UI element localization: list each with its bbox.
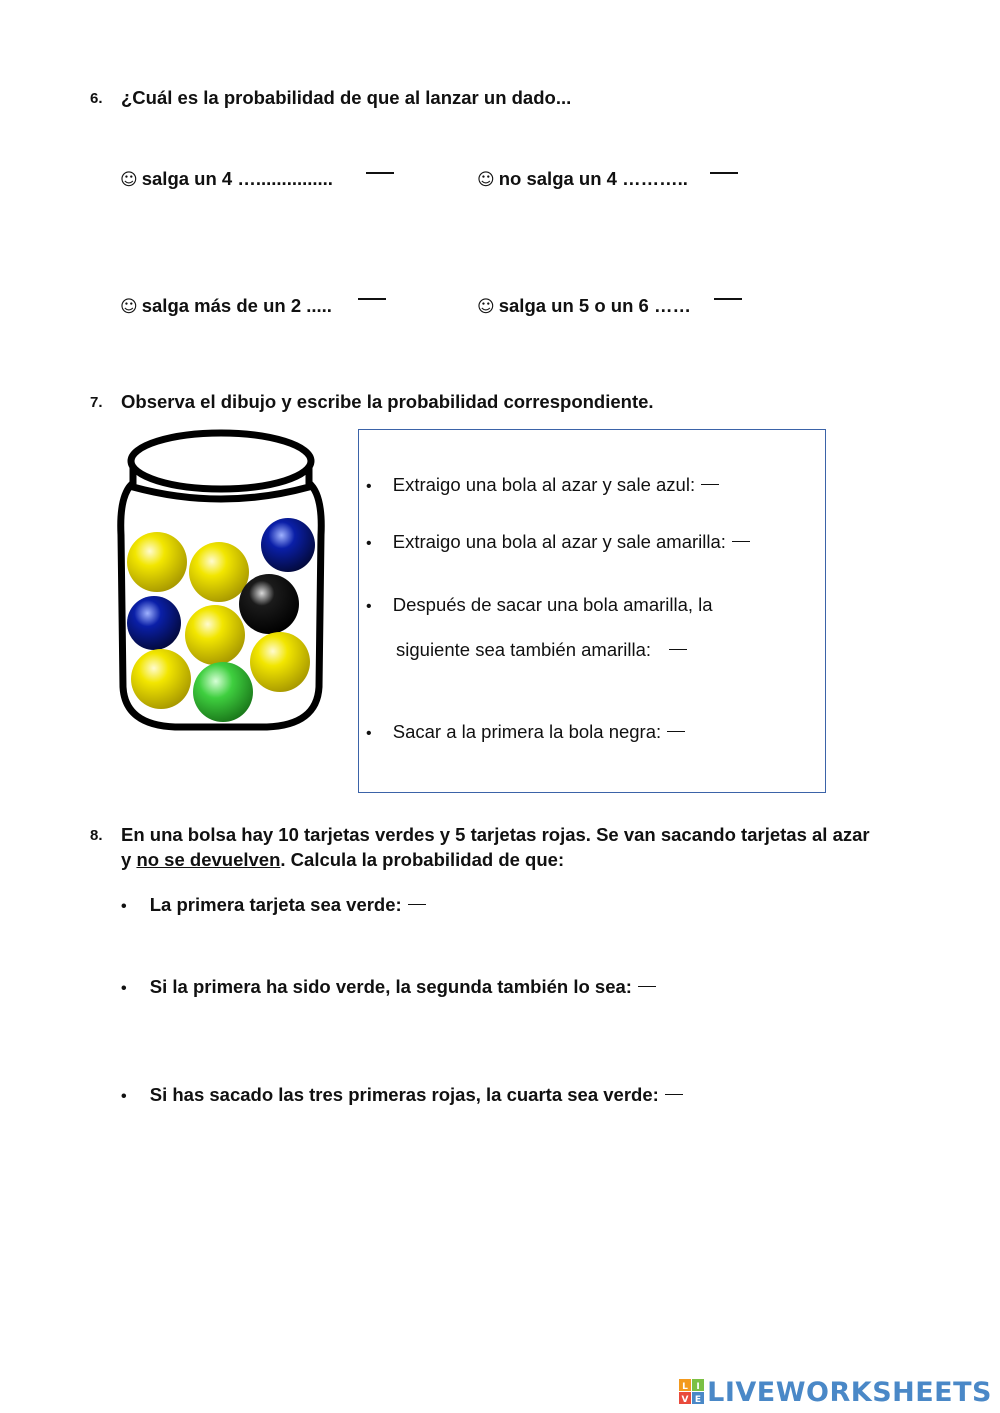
fraction-blank[interactable] xyxy=(665,1094,683,1095)
svg-text:V: V xyxy=(681,1395,689,1405)
q8-item-1-label: La primera tarjeta sea verde: xyxy=(149,894,402,915)
smiley-icon: ☺ xyxy=(477,170,495,190)
smiley-icon: ☺ xyxy=(120,170,138,190)
question-8-line-2 xyxy=(121,849,564,871)
yellow-ball xyxy=(250,632,310,692)
blue-ball xyxy=(127,596,181,650)
q7-item-3-continued xyxy=(396,639,687,661)
yellow-ball xyxy=(189,542,249,602)
q7-item-2 xyxy=(366,531,750,553)
question-7-text: Observa el dibujo y escribe la probabilidad correspondiente. xyxy=(121,391,654,412)
green-ball xyxy=(193,662,253,722)
q7-item-3-label-2: siguiente sea también amarilla: xyxy=(396,639,652,660)
bullet: • xyxy=(366,598,372,615)
q7-item-4 xyxy=(366,721,685,743)
q7-item-1 xyxy=(366,474,719,496)
fraction-blank[interactable] xyxy=(714,298,742,300)
black-ball xyxy=(239,574,299,634)
liveworksheets-mark-icon xyxy=(679,1379,705,1405)
q6-item-4-label: salga un 5 o un 6 …… xyxy=(498,295,691,316)
yellow-ball xyxy=(131,649,191,709)
fraction-blank[interactable] xyxy=(732,541,750,542)
bullet: • xyxy=(366,478,372,495)
fraction-blank[interactable] xyxy=(366,172,394,174)
q6-item-3 xyxy=(120,295,332,317)
svg-text:I: I xyxy=(696,1382,700,1392)
smiley-icon: ☺ xyxy=(477,297,495,317)
question-7-number: 7. xyxy=(90,394,103,411)
fraction-blank[interactable] xyxy=(701,484,719,485)
bullet: • xyxy=(366,725,372,742)
q6-item-1 xyxy=(120,168,333,190)
smiley-icon: ☺ xyxy=(120,297,138,317)
q6-item-1-label: salga un 4 …............... xyxy=(141,168,333,189)
q7-item-3-label: Después de sacar una bola amarilla, la xyxy=(392,594,713,615)
question-6-number: 6. xyxy=(90,90,103,107)
q6-item-3-label: salga más de un 2 ..... xyxy=(141,295,332,316)
q8-item-3 xyxy=(121,1084,683,1106)
liveworksheets-logo xyxy=(679,1376,992,1408)
jar-lid xyxy=(131,433,311,489)
q7-item-4-label: Sacar a la primera la bola negra: xyxy=(392,721,662,742)
bullet: • xyxy=(121,1088,127,1105)
fraction-blank[interactable] xyxy=(408,904,426,905)
q6-item-2-label: no salga un 4 ……….. xyxy=(498,168,688,189)
q6-item-4 xyxy=(477,295,691,317)
q8-underlined-text: no se devuelven xyxy=(136,849,281,870)
q8-item-3-label: Si has sacado las tres primeras rojas, la cuarta sea verde: xyxy=(149,1084,659,1105)
blue-ball xyxy=(261,518,315,572)
q7-item-2-label: Extraigo una bola al azar y sale amarilla: xyxy=(392,531,726,552)
fraction-blank[interactable] xyxy=(710,172,738,174)
q6-item-2 xyxy=(477,168,688,190)
q8-line2-end: . Calcula la probabilidad de que: xyxy=(280,849,565,870)
bullet: • xyxy=(366,535,372,552)
question-6-text: ¿Cuál es la probabilidad de que al lanzar un dado... xyxy=(121,87,572,108)
question-8-line-1: En una bolsa hay 10 tarjetas verdes y 5 tarjetas rojas. Se van sacando tarjetas al azar xyxy=(121,824,870,845)
fraction-blank[interactable] xyxy=(638,986,656,987)
yellow-ball xyxy=(185,605,245,665)
q7-item-1-label: Extraigo una bola al azar y sale azul: xyxy=(392,474,696,495)
bullet: • xyxy=(121,980,127,997)
jar-illustration xyxy=(115,425,327,737)
q7-item-3 xyxy=(366,594,713,616)
q8-item-1 xyxy=(121,894,426,916)
yellow-ball xyxy=(127,532,187,592)
svg-text:E: E xyxy=(695,1395,702,1405)
question-8-number: 8. xyxy=(90,827,103,844)
fraction-blank[interactable] xyxy=(358,298,386,300)
q8-item-2 xyxy=(121,976,656,998)
q8-line2-start: y xyxy=(121,849,132,870)
fraction-blank[interactable] xyxy=(669,649,687,650)
bullet: • xyxy=(121,898,127,915)
q8-item-2-label: Si la primera ha sido verde, la segunda también lo sea: xyxy=(149,976,632,997)
svg-text:L: L xyxy=(682,1382,689,1392)
liveworksheets-logo-text: LIVEWORKSHEETS xyxy=(707,1376,992,1408)
fraction-blank[interactable] xyxy=(667,731,685,732)
